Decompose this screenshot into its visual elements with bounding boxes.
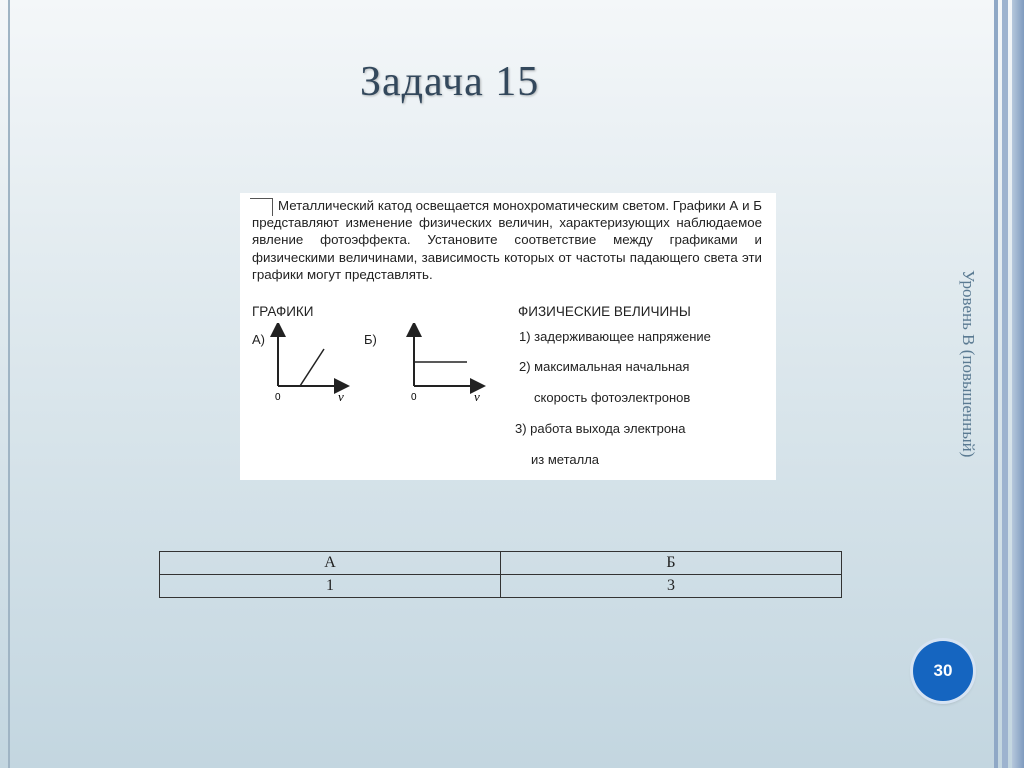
graph-b-label: Б) (364, 332, 377, 347)
quantities-header: ФИЗИЧЕСКИЕ ВЕЛИЧИНЫ (518, 304, 691, 319)
answer-table (159, 551, 842, 598)
graph-a-label: А) (252, 332, 265, 347)
answer-header-b: Б (501, 552, 842, 575)
graph-a-x-label: ν (338, 389, 344, 403)
quantity-2: 2) максимальная начальная (519, 359, 690, 374)
quantity-3-cont: из металла (531, 452, 600, 467)
decorative-side-bars (990, 0, 1024, 768)
graph-b-origin: 0 (411, 392, 417, 403)
graph-b-x-label: ν (474, 389, 480, 403)
quantity-2-cont: скорость фотоэлектронов (534, 390, 691, 405)
answer-value-a: 1 (160, 575, 501, 598)
answer-value-b: 3 (501, 575, 842, 598)
answer-table-value-row (160, 575, 842, 598)
graph-b (404, 323, 494, 403)
graph-a-line (300, 349, 324, 386)
answer-table-header-row (160, 552, 842, 575)
graph-a (268, 323, 358, 403)
task-image (240, 193, 776, 480)
graphs-header: ГРАФИКИ (252, 304, 314, 319)
graph-a-origin: 0 (275, 392, 281, 403)
task-statement: Металлический катод освещается монохроматическим светом. Графики А и Б представляют изменение физических величин, характеризующих наблюдаемое явление фотоэффекта. Установите соответствие между графиками и физическими величинами, зависимость которых от частоты падающего света эти графики могут представлять. (252, 198, 762, 282)
slide-title: Задача 15 (360, 59, 540, 105)
answer-header-a: А (160, 552, 501, 575)
page-number-badge: 30 (913, 641, 973, 701)
quantity-3: 3) работа выхода электрона (515, 421, 686, 436)
level-label: Уровень В (повышенный) (959, 270, 978, 458)
quantity-1: 1) задерживающее напряжение (519, 329, 711, 344)
